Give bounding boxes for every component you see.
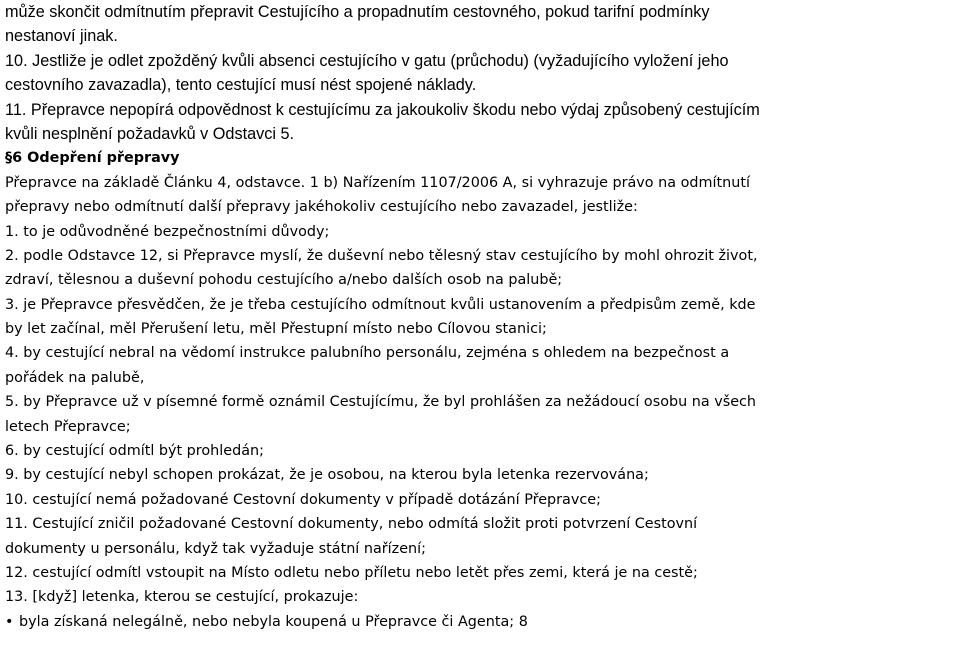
section-heading: §6 Odepření přepravy	[5, 150, 180, 167]
list-item-4: 4. by cestující nebral na vědomí instrukce palubního personálu, zejména s ohledem na bezpečnost a	[5, 345, 730, 362]
list-item-11: 11. Cestující zničil požadované Cestovní dokumenty, nebo odmítá složit proti potvrzení Cestovní	[5, 516, 698, 533]
list-item-9: 9. by cestující nebyl schopen prokázat, že je osobou, na kterou byla letenka rezervována;	[5, 467, 649, 484]
list-item-3-cont: by let začínal, měl Přerušení letu, měl Přestupní místo nebo Cílovou stanici;	[5, 321, 547, 338]
list-item-11-cont: dokumenty u personálu, když tak vyžaduje státní nařízení;	[5, 540, 426, 557]
text-line-1: může skončit odmítnutím přepravit Cestujícího a propadnutím cestovného, pokud tarifní podmínky	[5, 3, 710, 21]
list-item-1: 1. to je odůvodněné bezpečnostními důvody;	[5, 223, 330, 240]
list-item-12: 12. cestující odmítl vstoupit na Místo odletu nebo příletu nebo letět přes zemi, která je na cestě;	[5, 564, 698, 581]
text-line-9: přepravy nebo odmítnutí další přepravy jakéhokoliv cestujícího nebo zavazadel, jestliže:	[5, 199, 638, 216]
list-item-2: 2. podle Odstavce 12, si Přepravce myslí, že duševní nebo tělesný stav cestujícího by mohl ohrozit život,	[5, 247, 758, 264]
list-item-5-cont: letech Přepravce;	[5, 418, 131, 435]
text-line-6: kvůli nesplnění požadavků v Odstavci 5.	[5, 124, 295, 143]
list-item-6: 6. by cestující odmítl být prohledán;	[5, 443, 264, 460]
bullet-item	[5, 610, 957, 634]
list-item-2-cont: zdraví, tělesnou a duševní pohodu cestujícího a/nebo dalších osob na palubě;	[5, 272, 563, 289]
text-line-5: 11. Přepravce nepopírá odpovědnost k cestujícímu za jakoukoliv škodu nebo výdaj způsobený cestujícím	[5, 100, 760, 119]
document-page	[5, 0, 957, 634]
list-item-4-cont: pořádek na palubě,	[5, 369, 145, 386]
list-item-10: 10. cestující nemá požadované Cestovní dokumenty v případě dotázání Přepravce;	[5, 491, 601, 508]
bullet-icon: •	[5, 613, 14, 630]
text-line-8: Přepravce na základě Článku 4, odstavce. 1 b) Nařízením 1107/2006 A, si vyhrazuje právo na odmítnutí	[5, 174, 750, 191]
list-item-3: 3. je Přepravce přesvědčen, že je třeba cestujícího odmítnout kvůli ustanovením a předpisům země, kde	[5, 296, 756, 313]
text-line-3: 10. Jestliže je odlet zpožděný kvůli absenci cestujícího v gatu (průchodu) (vyžadujícího vyložení jeho	[5, 51, 729, 70]
list-item-13: 13. [když] letenka, kterou se cestující, prokazuje:	[5, 589, 359, 606]
bullet-item-text: byla získaná nelegálně, nebo nebyla koupená u Přepravce či Agenta; 8	[19, 613, 528, 630]
text-line-2: nestanoví jinak.	[5, 27, 118, 46]
text-line-4: cestovního zavazadla), tento cestující musí nést spojené náklady.	[5, 76, 477, 95]
list-item-5: 5. by Přepravce už v písemné formě oznámil Cestujícímu, že byl prohlášen za nežádoucí osobu na všech	[5, 394, 757, 411]
